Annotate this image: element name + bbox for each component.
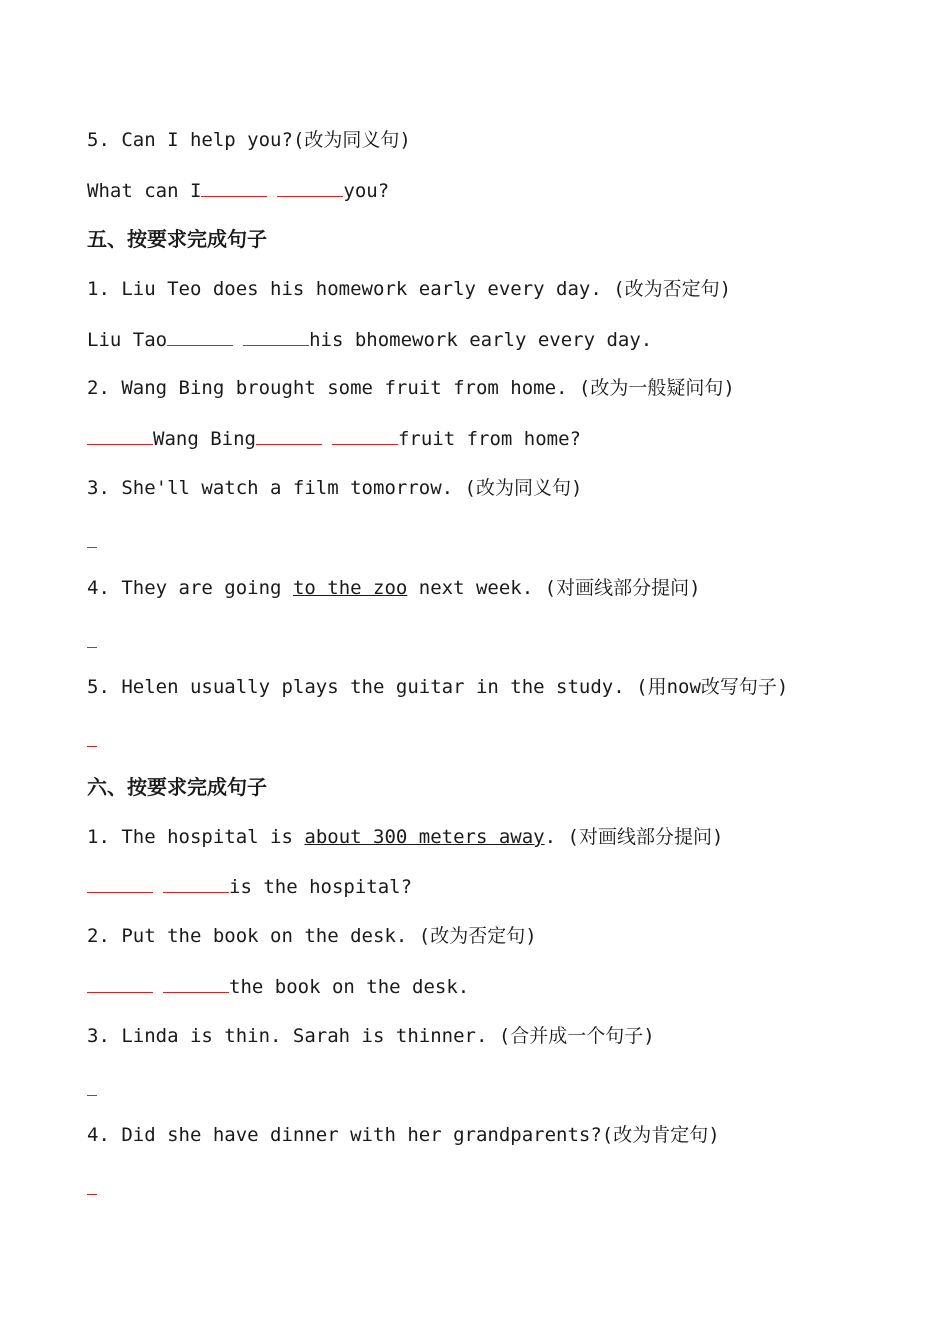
- question-text: Liu Teo does his homework early every day.: [121, 278, 602, 300]
- question-instruction: (改为否定句): [418, 925, 537, 947]
- s6-question-4: [87, 1123, 720, 1147]
- question-text: Helen usually plays the guitar in the study.: [121, 676, 625, 698]
- answer-blank[interactable]: [201, 178, 267, 197]
- s5-question-3: [87, 476, 582, 500]
- section-5-heading: 五、按要求完成句子: [87, 227, 267, 251]
- s6-question-1: [87, 825, 723, 849]
- question-text: She'll watch a film tomorrow.: [121, 477, 454, 499]
- question-text: Linda is thin. Sarah is thinner.: [121, 1025, 488, 1047]
- answer-suffix: fruit from home?: [397, 428, 581, 450]
- question-instruction: (合并成一个句子): [498, 1025, 655, 1047]
- question-text: Wang Bing brought some fruit from home.: [121, 377, 568, 399]
- answer-blank[interactable]: [256, 426, 322, 445]
- s4-answer-5: [87, 178, 389, 203]
- question-text: Can I help you?: [121, 129, 293, 151]
- question-instruction: (改为同义句): [292, 129, 411, 151]
- question-instruction: (对画线部分提问): [567, 826, 724, 848]
- s5-answer-1: [87, 327, 652, 352]
- answer-prefix: What can I: [87, 180, 202, 202]
- answer-blank[interactable]: [167, 327, 233, 346]
- s5-question-1: [87, 277, 731, 301]
- question-instruction: (用now改写句子): [636, 676, 789, 698]
- question-text-start: The hospital is: [121, 826, 293, 848]
- answer-line-mark[interactable]: [87, 1095, 97, 1096]
- question-instruction: (改为同义句): [464, 477, 583, 499]
- question-number: 5.: [87, 129, 110, 151]
- answer-blank[interactable]: [87, 874, 153, 893]
- answer-line-mark[interactable]: [87, 746, 97, 747]
- question-number: 1.: [87, 278, 110, 300]
- s4-question-5: [87, 128, 411, 152]
- question-text-end: next week.: [418, 577, 534, 599]
- answer-middle: Wang Bing: [153, 428, 256, 450]
- underlined-phrase: to the zoo: [292, 577, 408, 599]
- answer-line-mark[interactable]: [87, 647, 97, 648]
- answer-blank[interactable]: [243, 327, 309, 346]
- answer-line-mark[interactable]: [87, 547, 97, 548]
- question-instruction: (改为一般疑问句): [578, 377, 735, 399]
- answer-suffix: his bhomework early every day.: [309, 329, 653, 351]
- s6-answer-1: [87, 874, 412, 899]
- answer-blank[interactable]: [163, 974, 229, 993]
- question-text-start: They are going: [121, 577, 282, 599]
- answer-suffix: you?: [343, 180, 390, 202]
- answer-blank[interactable]: [87, 974, 153, 993]
- question-number: 5.: [87, 676, 110, 698]
- section-6-heading: 六、按要求完成句子: [87, 775, 267, 799]
- answer-blank[interactable]: [332, 426, 398, 445]
- question-number: 3.: [87, 477, 110, 499]
- question-number: 3.: [87, 1025, 110, 1047]
- answer-blank[interactable]: [163, 874, 229, 893]
- question-instruction: (对画线部分提问): [544, 577, 701, 599]
- answer-blank[interactable]: [277, 178, 343, 197]
- answer-line-mark[interactable]: [87, 1194, 97, 1195]
- s5-question-5: [87, 675, 788, 699]
- s6-question-3: [87, 1024, 655, 1048]
- question-text: Put the book on the desk.: [121, 925, 408, 947]
- question-instruction: (改为否定句): [613, 278, 732, 300]
- s6-question-2: [87, 924, 537, 948]
- answer-blank[interactable]: [87, 426, 153, 445]
- question-number: 1.: [87, 826, 110, 848]
- answer-suffix: the book on the desk.: [229, 976, 470, 998]
- question-number: 2.: [87, 925, 110, 947]
- answer-suffix: is the hospital?: [229, 876, 413, 898]
- question-text-end: .: [544, 826, 557, 848]
- answer-prefix: Liu Tao: [87, 329, 168, 351]
- s5-question-2: [87, 376, 735, 400]
- s5-question-4: [87, 576, 701, 600]
- s6-answer-2: [87, 974, 469, 999]
- question-instruction: (改为肯定句): [601, 1124, 720, 1146]
- s5-answer-2: [87, 426, 581, 451]
- underlined-phrase: about 300 meters away: [304, 826, 545, 848]
- question-text: Did she have dinner with her grandparents?: [121, 1124, 602, 1146]
- question-number: 4.: [87, 1124, 110, 1146]
- question-number: 4.: [87, 577, 110, 599]
- question-number: 2.: [87, 377, 110, 399]
